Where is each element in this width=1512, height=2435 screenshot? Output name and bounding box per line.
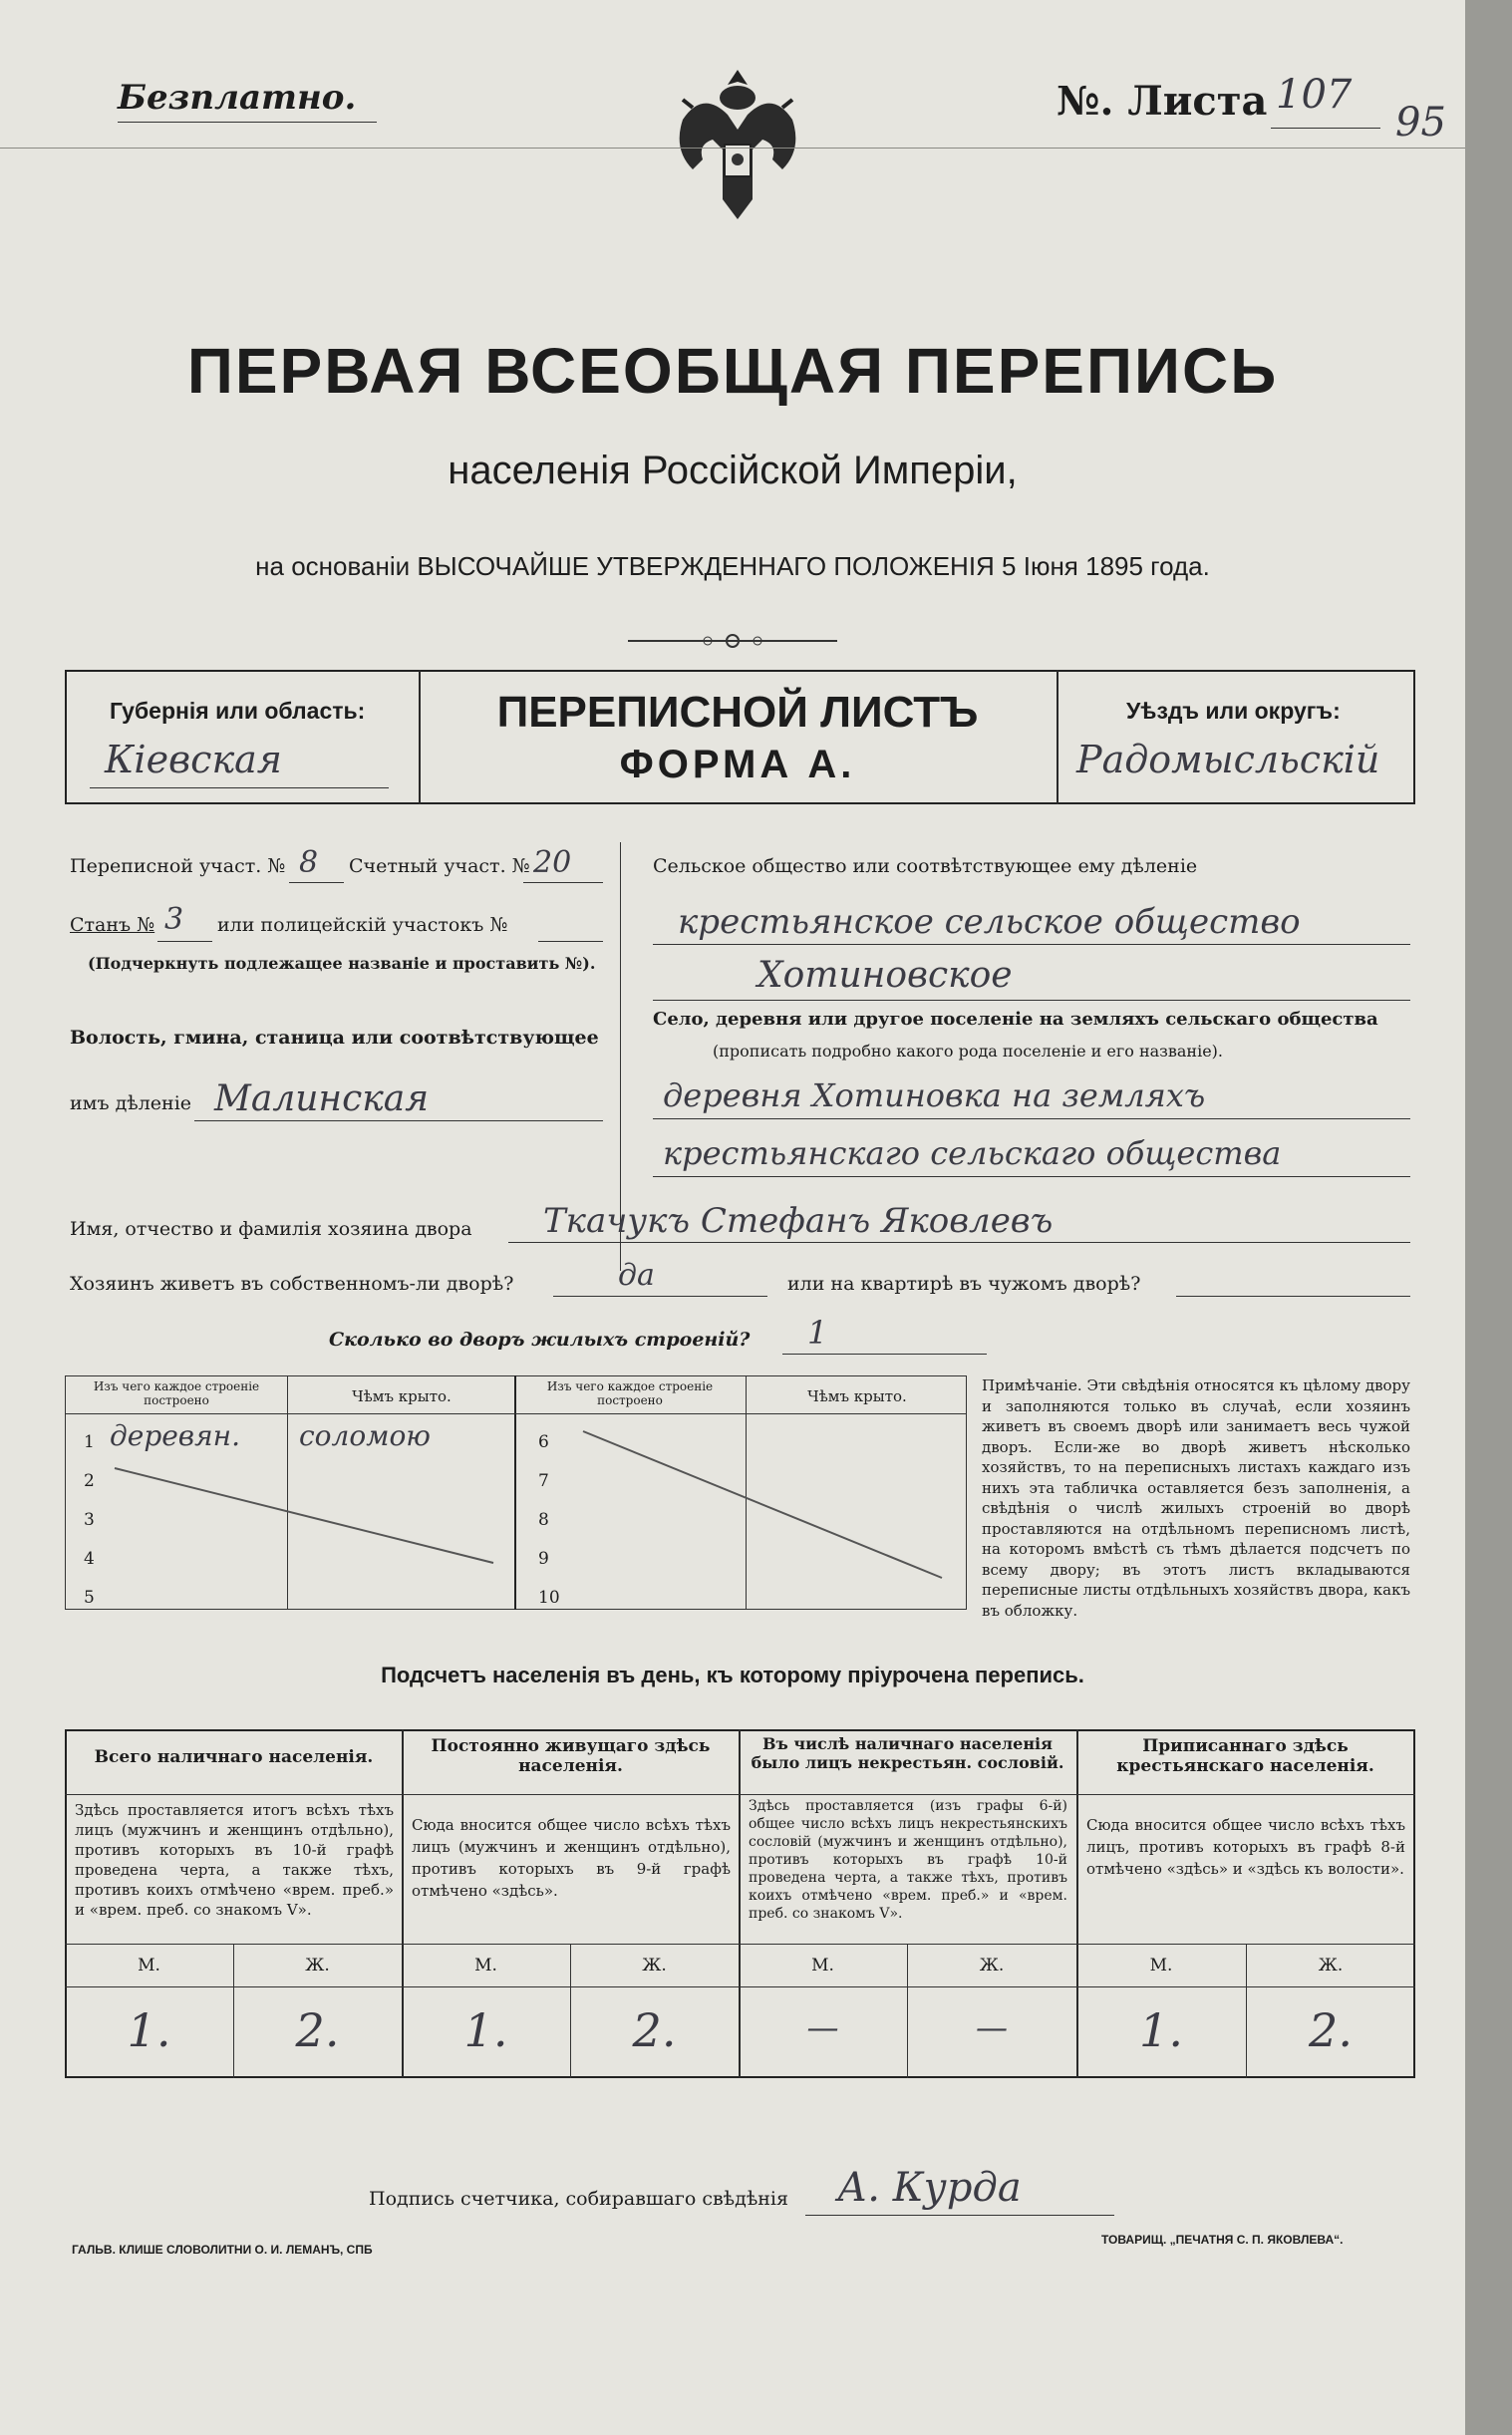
buildings-value: 1 xyxy=(807,1314,828,1352)
count-f-1: 2. xyxy=(295,2003,340,2057)
society-underline xyxy=(653,944,1410,945)
district-underline xyxy=(289,882,344,883)
row1-roof: соломою xyxy=(299,1419,431,1452)
signature-underline xyxy=(805,2215,1114,2216)
pop-col2-desc: Сюда вносится общее число всѣхъ тѣхъ лицъ (мужчинъ и женщинъ отдѣльно), противъ которыхъ въ 9-й графѣ отмѣчено «здѣсь». xyxy=(412,1816,731,1900)
village-underline xyxy=(653,1118,1410,1119)
row-num: 5 xyxy=(84,1588,95,1608)
rent-underline xyxy=(1176,1296,1410,1297)
society-label: Сельское общество или соотвѣтствующее ему дѣленіе xyxy=(653,855,1198,877)
form-subtitle: ФОРМА А. xyxy=(619,743,856,786)
row1-material: деревян. xyxy=(110,1419,240,1452)
district-value: 8 xyxy=(299,845,319,880)
row-num: 7 xyxy=(538,1471,549,1491)
village-note: (прописать подробно какого рода поселеніе и его названіе). xyxy=(713,1042,1223,1061)
district-label: Переписной участ. № xyxy=(70,855,286,877)
rent-label: или на квартирѣ въ чужомъ дворѣ? xyxy=(787,1273,1141,1295)
volost-value: Малинская xyxy=(214,1078,430,1119)
pop-col2-head: Постоянно живущаго здѣсь населенія. xyxy=(431,1736,711,1776)
m-label-3: М. xyxy=(811,1956,834,1976)
stan-underline xyxy=(157,941,212,942)
pop-col4-head: Приписаннаго здѣсь крестьянскаго населенія. xyxy=(1116,1736,1374,1776)
free-label: Безплатно. xyxy=(118,78,357,118)
footer-right: ТОВАРИЩ. „ПЕЧАТНЯ С. П. ЯКОВЛЕВА“. xyxy=(1101,2233,1344,2247)
own-yard-value: да xyxy=(618,1258,655,1293)
count-m-3: — xyxy=(806,2008,839,2046)
uezd-value: Радомысльскій xyxy=(1076,738,1380,781)
own-yard-underline xyxy=(553,1296,767,1297)
m-label-2: М. xyxy=(474,1956,497,1976)
strike-through-lines xyxy=(65,1413,967,1610)
row-num: 2 xyxy=(84,1471,95,1491)
f-label-4: Ж. xyxy=(1318,1956,1344,1976)
col-material-left: Изъ чего каждое строеніе построено xyxy=(93,1379,260,1407)
pop-col4-desc: Сюда вносится общее число всѣхъ тѣхъ лицъ, противъ которыхъ въ графѣ 8-й отмѣчено «здѣсь» и «здѣсь къ волости». xyxy=(1086,1816,1405,1878)
police-underline xyxy=(538,941,603,942)
note-text: Примѣчаніе. Эти свѣдѣнія относятся къ цѣлому двору и заполняются только въ случаѣ, если хозяинъ живетъ въ своемъ дворѣ или занимаетъ весь чужой дворъ. Если-же во дворѣ живетъ нѣсколько хозяйствъ, то на переписныхъ листахъ каждаго изъ нихъ эта табличка оставляется безъ заполненія, а свѣдѣнія о числѣ жилыхъ строеній во дворѣ проставляются на отдѣльномъ переписномъ листѣ, на которомъ вмѣстѣ съ тѣмъ дѣлается подсчетъ по всему двору; въ этотъ листъ вкладываются переписные листы отдѣльныхъ хозяйствъ двора, какъ въ обложку. xyxy=(982,1376,1410,1620)
subtitle: населенія Россійской Имперіи, xyxy=(448,449,1018,492)
sheet-number-label: №. Листа xyxy=(1057,78,1268,125)
pop-col3-desc: Здѣсь проставляется (изъ графы 6-й) общее число всѣхъ лицъ некрестьянскихъ сословій (мужчинъ и женщинъ отдѣльно), противъ которыхъ въ графѣ 10-й проведена черта, а также тѣхъ, противъ коихъ отмѣчено «врем. преб.» и «врем. преб. со знакомъ V». xyxy=(749,1798,1067,1922)
row-num: 4 xyxy=(84,1549,95,1569)
count-value: 20 xyxy=(533,845,572,880)
gubernia-underline xyxy=(90,787,389,788)
basis-text: на основаніи ВЫСОЧАЙШЕ УТВЕРЖДЕННАГО ПОЛОЖЕНІЯ 5 Іюня 1895 года. xyxy=(255,551,1210,581)
col-roof-left: Чѣмъ крыто. xyxy=(352,1387,452,1405)
sheet-number-value: 107 xyxy=(1276,72,1353,118)
village-label: Село, деревня или другое поселеніе на земляхъ сельскаго общества xyxy=(653,1009,1378,1030)
row-num: 3 xyxy=(84,1510,95,1530)
pop-col1-desc: Здѣсь проставляется итогъ всѣхъ тѣхъ лицъ (мужчинъ и женщинъ отдѣльно), противъ которыхъ въ 10-й графѣ проведена черта, а также тѣхъ, противъ коихъ отмѣчено «врем. преб.» и «врем. преб. со знакомъ V». xyxy=(75,1801,394,1919)
village-value: деревня Хотиновка на земляхъ xyxy=(663,1076,1206,1114)
gubernia-value: Кіевская xyxy=(105,738,282,781)
owner-label: Имя, отчество и фамилія хозяина двора xyxy=(70,1218,472,1240)
signature-label: Подпись счетчика, собиравшаго свѣдѣнія xyxy=(369,2188,788,2210)
count-label: Счетный участ. № xyxy=(349,855,530,877)
uezd-label: Уѣздъ или округъ: xyxy=(1126,698,1341,724)
count-f-3: — xyxy=(976,2008,1008,2046)
m-label-1: М. xyxy=(138,1956,160,1976)
sheet-number-value-2: 95 xyxy=(1395,100,1446,146)
col-roof-right: Чѣмъ крыто. xyxy=(807,1387,907,1405)
population-title: Подсчетъ населенія въ день, къ которому пріурочена перепись. xyxy=(381,1663,1084,1687)
form-title: ПЕРЕПИСНОЙ ЛИСТЪ xyxy=(496,688,979,737)
row-num: 8 xyxy=(538,1510,549,1530)
count-underline xyxy=(523,882,603,883)
gubernia-label: Губернія или область: xyxy=(110,698,366,724)
signature-value: А. Курда xyxy=(837,2165,1022,2211)
pop-desc-rule xyxy=(65,1944,1415,1945)
count-m-4: 1. xyxy=(1139,2003,1183,2057)
count-f-4: 2. xyxy=(1309,2003,1353,2057)
stan-label: Станъ № xyxy=(70,914,155,936)
volost-label-2: имъ дѣленіе xyxy=(70,1092,192,1114)
volost-label: Волость, гмина, станица или соотвѣтствующее xyxy=(70,1027,599,1049)
society-underline-2 xyxy=(653,1000,1410,1001)
owner-value: Ткачукъ Стефанъ Яковлевъ xyxy=(543,1201,1054,1241)
f-label-3: Ж. xyxy=(979,1956,1005,1976)
row-num: 1 xyxy=(84,1432,95,1452)
row-num: 6 xyxy=(538,1432,549,1452)
underline-note: (Подчеркнуть подлежащее названіе и проставить №). xyxy=(88,954,596,973)
top-rule xyxy=(0,148,1465,149)
pop-head-rule xyxy=(65,1794,1415,1795)
pop-col3-head: Въ числѣ наличнаго населенія было лицъ некрестьян. сословій. xyxy=(751,1734,1064,1772)
police-label: или полицейскій участокъ № xyxy=(217,914,508,936)
owner-underline xyxy=(508,1242,1410,1243)
footer-left: ГАЛЬВ. КЛИШЕ СЛОВОЛИТНИ О. И. ЛЕМАНЪ, СПБ xyxy=(72,2243,373,2257)
main-title: ПЕРВАЯ ВСЕОБЩАЯ ПЕРЕПИСЬ xyxy=(186,335,1279,407)
society-value-2: Хотиновское xyxy=(757,955,1013,996)
row-num: 9 xyxy=(538,1549,549,1569)
double-headed-eagle-icon xyxy=(653,60,822,229)
village-underline-2 xyxy=(653,1176,1410,1177)
count-f-2: 2. xyxy=(632,2003,677,2057)
stan-value: 3 xyxy=(164,902,184,937)
ornament-divider xyxy=(628,633,837,649)
col-material-right: Изъ чего каждое строеніе построено xyxy=(546,1379,714,1407)
buildings-underline xyxy=(782,1354,987,1355)
m-label-4: М. xyxy=(1149,1956,1173,1976)
f-label-1: Ж. xyxy=(305,1956,330,1976)
own-yard-label: Хозяинъ живетъ въ собственномъ-ли дворѣ? xyxy=(70,1273,514,1295)
row-num: 10 xyxy=(538,1588,560,1608)
sheet-number-underline xyxy=(1271,128,1380,129)
pop-col1-head: Всего наличнаго населенія. xyxy=(94,1747,374,1767)
pop-mf-rule xyxy=(65,1986,1415,1987)
count-m-1: 1. xyxy=(127,2003,171,2057)
volost-underline xyxy=(194,1120,603,1121)
society-value: крестьянское сельское общество xyxy=(678,902,1301,942)
free-underline xyxy=(118,122,377,123)
count-m-2: 1. xyxy=(463,2003,508,2057)
form-box-divider-right xyxy=(1057,670,1058,804)
village-value-2: крестьянскаго сельскаго общества xyxy=(663,1134,1282,1172)
f-label-2: Ж. xyxy=(642,1956,667,1976)
buildings-label: Сколько во дворъ жилыхъ строеній? xyxy=(329,1329,751,1351)
